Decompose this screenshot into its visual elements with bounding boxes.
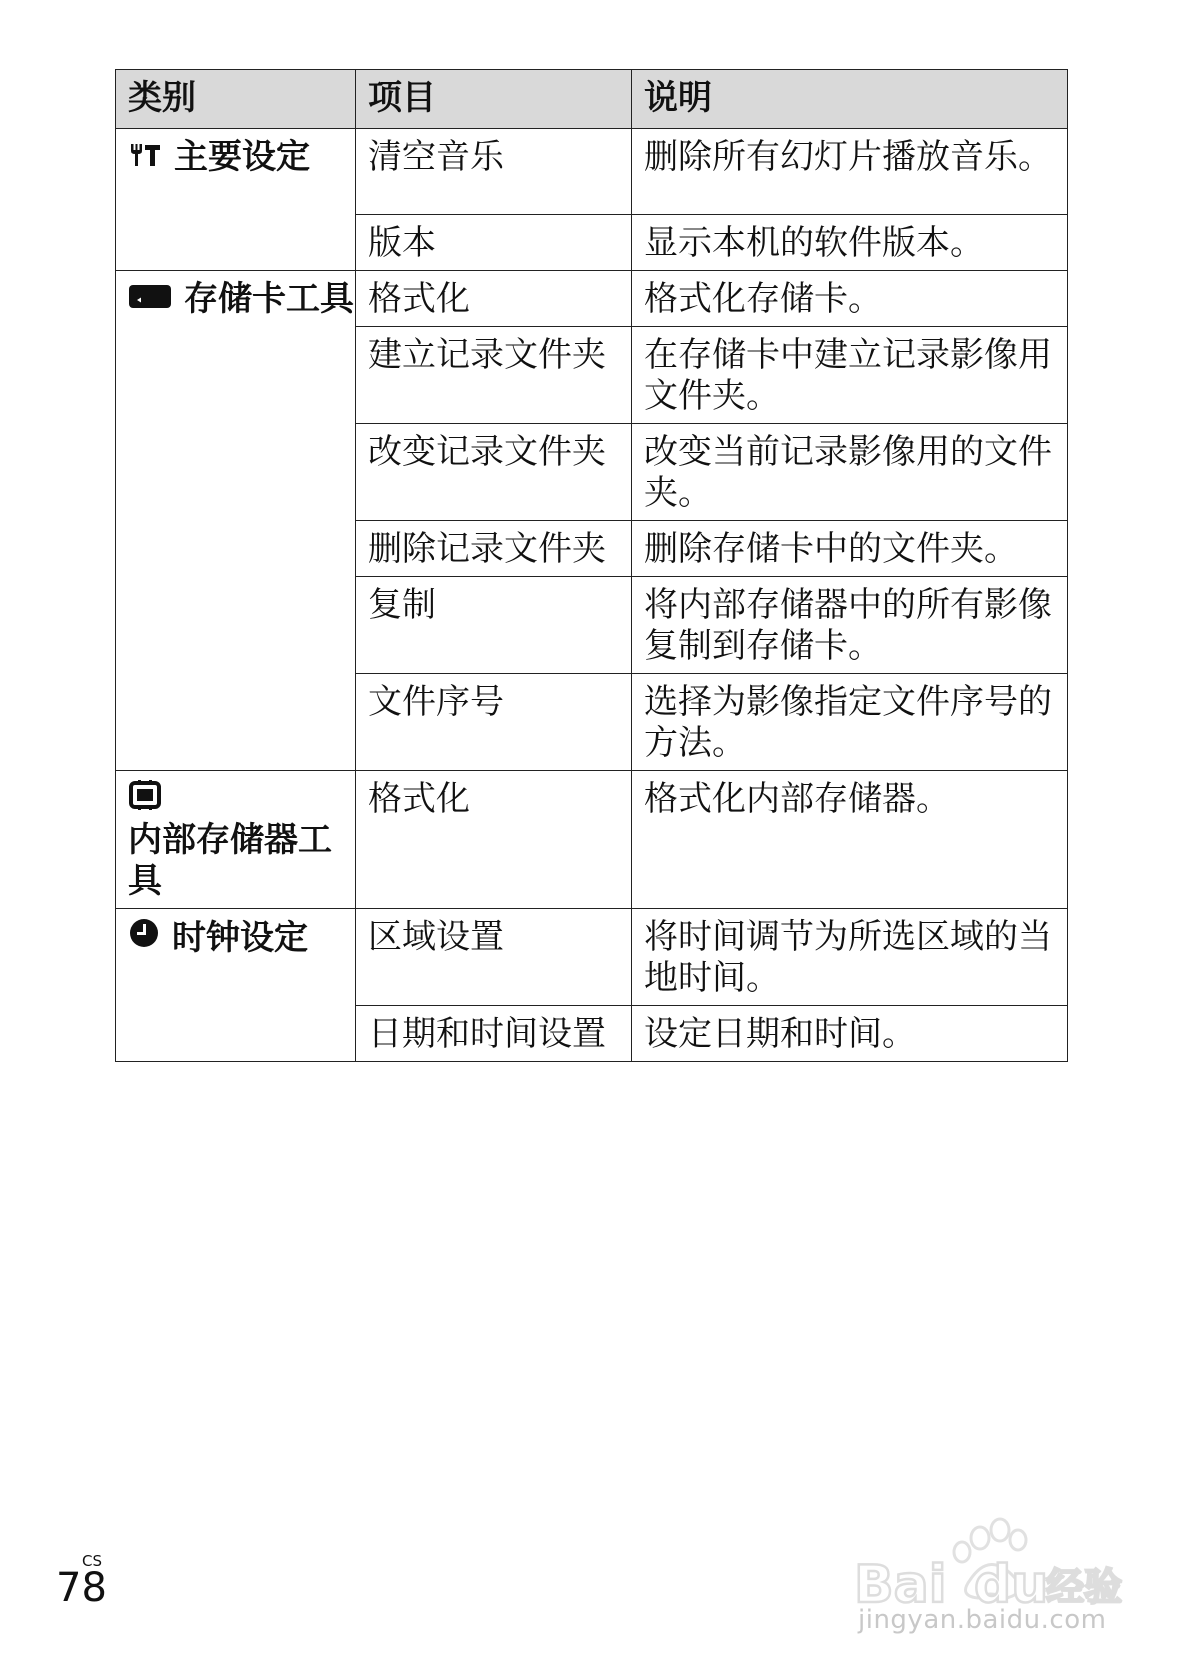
- memory-card-icon: [128, 279, 172, 320]
- description-cell: 格式化内部存储器。: [632, 771, 1068, 909]
- category-label: 内部存储器工具: [128, 820, 332, 901]
- category-label: 时钟设定: [172, 917, 308, 958]
- tools-icon: [128, 137, 162, 178]
- description-cell: 格式化存储卡。: [632, 271, 1068, 327]
- table-header-row: [116, 70, 1068, 129]
- table-row: [116, 271, 1068, 327]
- category-label: 主要设定: [174, 137, 310, 177]
- page-language-code: CS: [82, 1552, 102, 1570]
- table-row: [116, 129, 1068, 215]
- description-cell: 将时间调节为所选区域的当地时间。: [632, 909, 1068, 1006]
- description-cell: 将内部存储器中的所有影像复制到存储卡。: [632, 577, 1068, 674]
- item-cell: 清空音乐: [356, 129, 632, 215]
- item-cell: 建立记录文件夹: [356, 327, 632, 424]
- item-cell: 改变记录文件夹: [356, 424, 632, 521]
- item-cell: 复制: [356, 577, 632, 674]
- baidu-watermark-url: jingyan.baidu.com: [858, 1605, 1107, 1635]
- description-cell: 删除存储卡中的文件夹。: [632, 521, 1068, 577]
- clock-icon: [128, 917, 160, 959]
- item-cell: 删除记录文件夹: [356, 521, 632, 577]
- category-main-settings: [116, 129, 356, 271]
- item-cell: 文件序号: [356, 674, 632, 771]
- header-category: 类别: [116, 70, 356, 129]
- header-description: 说明: [632, 70, 1068, 129]
- item-cell: 版本: [356, 215, 632, 271]
- svg-text:Bai: Bai: [854, 1555, 947, 1615]
- description-cell: 改变当前记录影像用的文件夹。: [632, 424, 1068, 521]
- category-clock-settings: [116, 909, 356, 1062]
- item-cell: 格式化: [356, 771, 632, 909]
- description-cell: 在存储卡中建立记录影像用文件夹。: [632, 327, 1068, 424]
- item-cell: 日期和时间设置: [356, 1006, 632, 1062]
- settings-table: [115, 69, 1068, 1062]
- svg-text:du: du: [974, 1555, 1049, 1615]
- description-cell: 设定日期和时间。: [632, 1006, 1068, 1062]
- description-cell: 删除所有幻灯片播放音乐。: [632, 129, 1068, 215]
- category-internal-memory-tools: [116, 771, 356, 909]
- table-row: [116, 909, 1068, 1006]
- item-cell: 格式化: [356, 271, 632, 327]
- table-row: [116, 771, 1068, 909]
- category-memory-card-tools: [116, 271, 356, 771]
- category-label: 存储卡工具: [184, 279, 354, 319]
- page-number: 78: [56, 1565, 107, 1611]
- internal-memory-icon: [128, 779, 343, 820]
- header-item: 项目: [356, 70, 632, 129]
- item-cell: 区域设置: [356, 909, 632, 1006]
- svg-text:经验: 经验: [1046, 1565, 1123, 1609]
- description-cell: 选择为影像指定文件序号的方法。: [632, 674, 1068, 771]
- description-cell: 显示本机的软件版本。: [632, 215, 1068, 271]
